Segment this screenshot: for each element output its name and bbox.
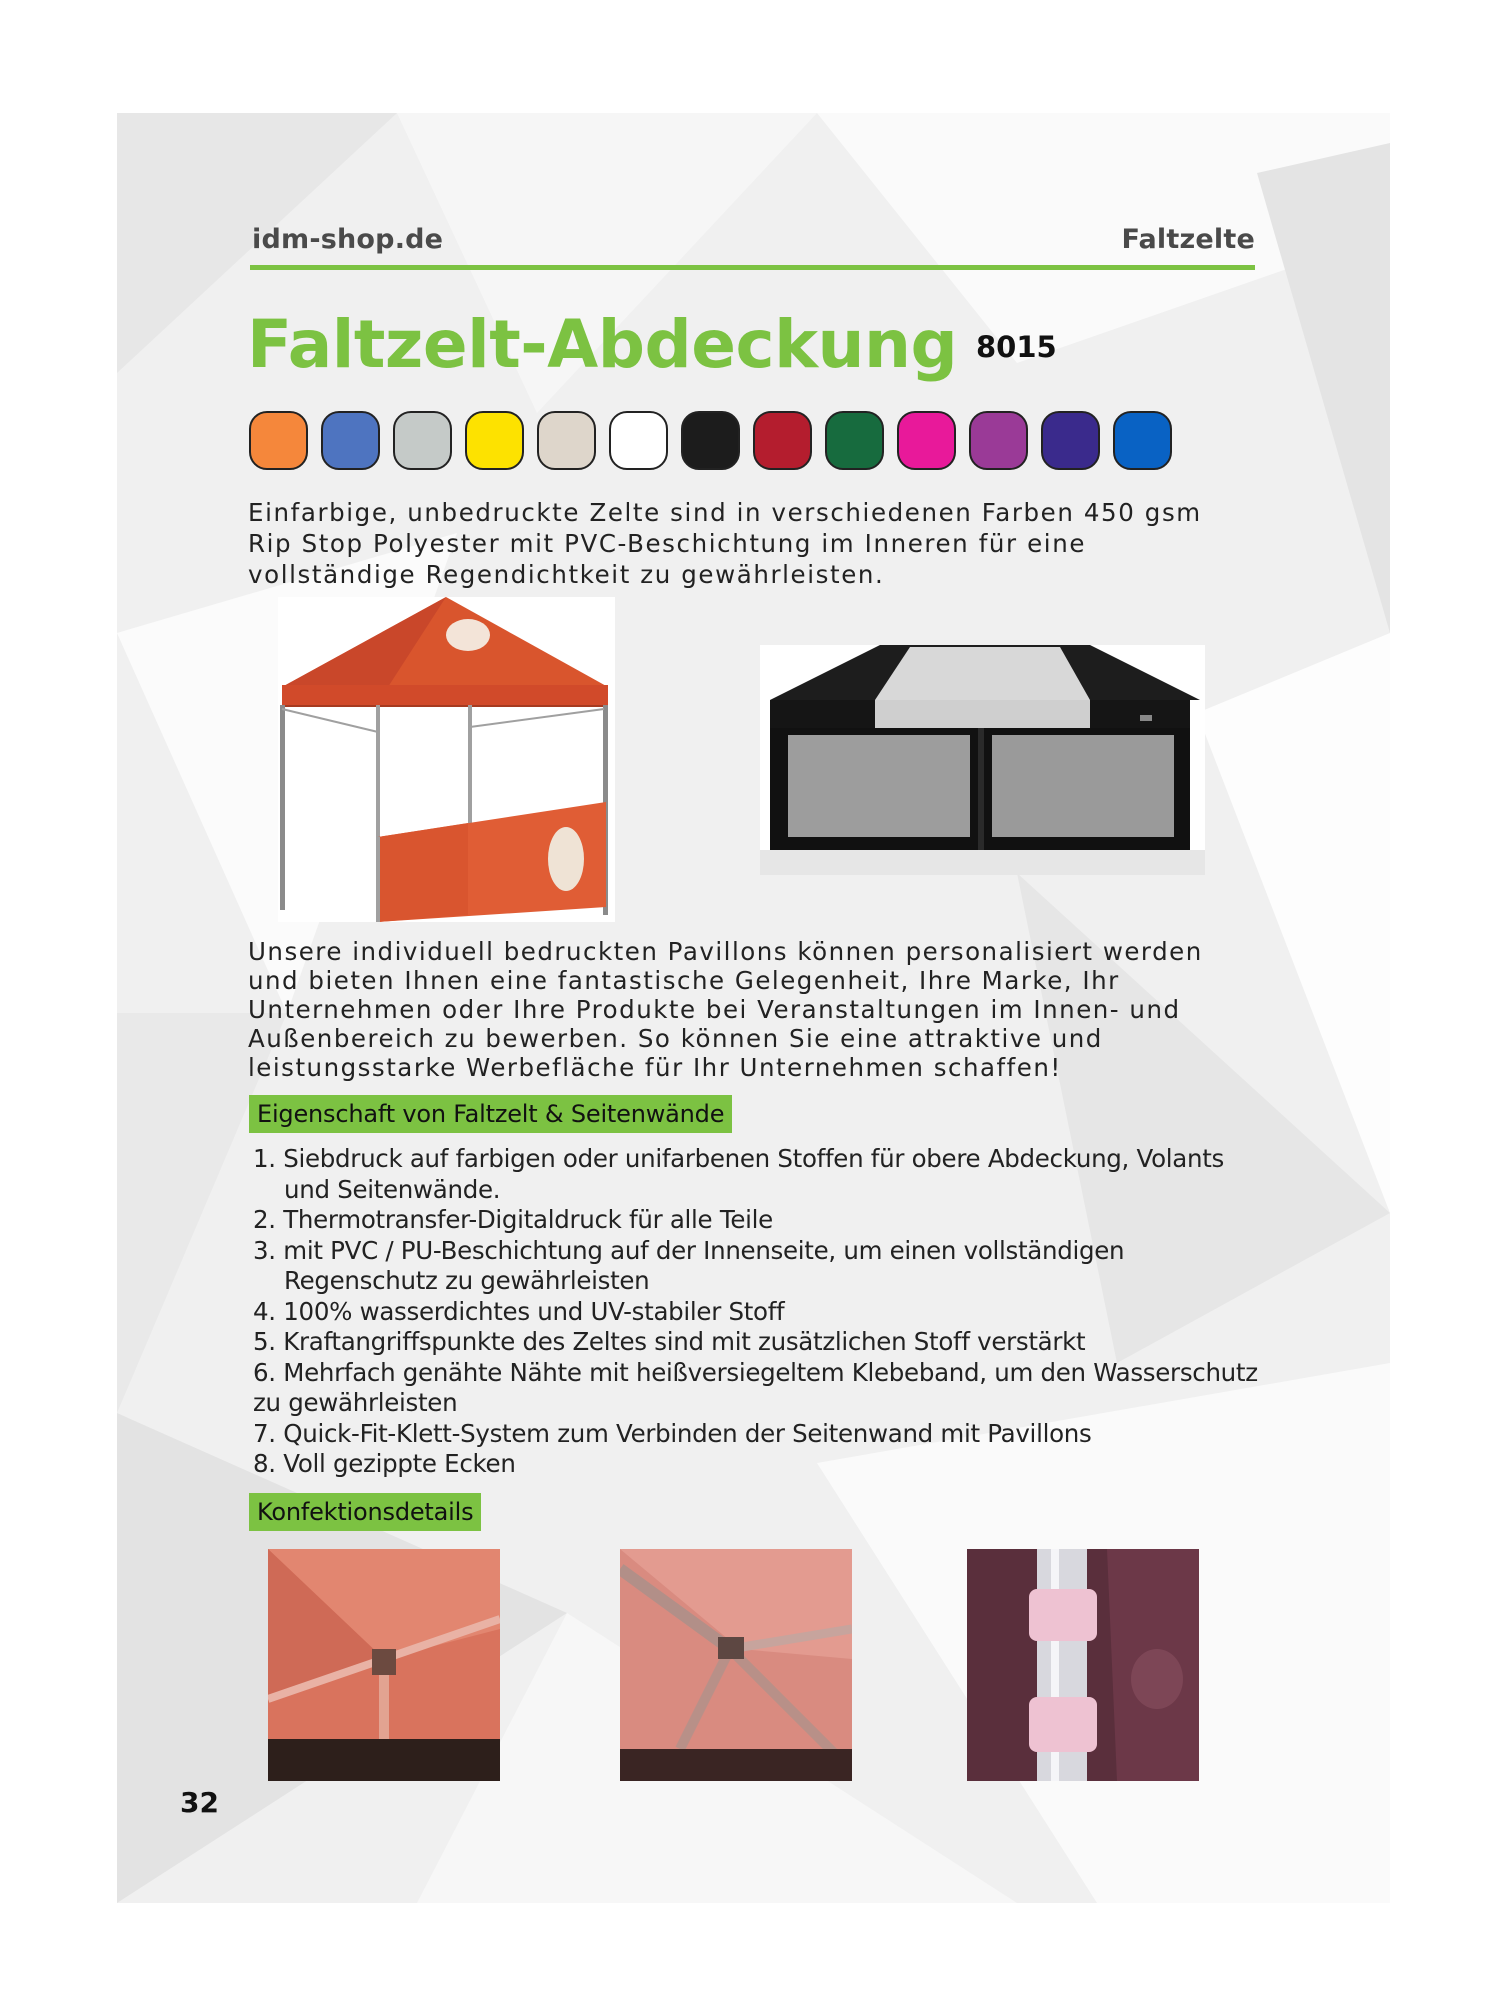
- feature-item: 2. Thermotransfer-Digitaldruck für alle Teile: [253, 1205, 773, 1234]
- orange-tent-image: [278, 597, 615, 922]
- color-swatch: [897, 411, 956, 470]
- color-swatch: [1041, 411, 1100, 470]
- features-list: [253, 1144, 1263, 1480]
- section-name: Faltzelte: [1121, 224, 1255, 255]
- detail-image-joint: [620, 1549, 852, 1781]
- detail-image-corner-frame: [268, 1549, 500, 1781]
- description-paragraph: Unsere individuell bedruckten Pavillons können personalisiert werden und bieten Ihnen eine fantastische Gelegenheit, Ihre Marke, Ihr Unternehmen oder Ihre Produkte bei Veranstaltungen im Innen- und Außenbereich zu bewerben. So können Sie eine attraktive und leistungsstarke Werbefläche für Ihr Unternehmen schaffen!: [248, 937, 1203, 1082]
- intro-paragraph: Einfarbige, unbedruckte Zelte sind in verschiedenen Farben 450 gsm Rip Stop Polyester mit PVC-Beschichtung im Inneren für eine vollständige Regendichtkeit zu gewährleisten.: [248, 498, 1202, 589]
- feature-item: 7. Quick-Fit-Klett-System zum Verbinden der Seitenwand mit Pavillons: [253, 1418, 1092, 1448]
- black-tent-image: [760, 645, 1205, 875]
- color-swatch: [249, 411, 308, 470]
- color-swatch: [609, 411, 668, 470]
- page-title: Faltzelt-Abdeckung: [247, 306, 958, 383]
- color-swatch: [537, 411, 596, 470]
- color-swatch: [681, 411, 740, 470]
- detail-image-velcro: [967, 1549, 1199, 1781]
- page-number: 32: [180, 1786, 219, 1819]
- features-heading: Eigenschaft von Faltzelt & Seitenwände: [249, 1095, 732, 1133]
- color-swatch: [393, 411, 452, 470]
- feature-item: 3. mit PVC / PU-Beschichtung auf der Innenseite, um einen vollständigen Regenschutz zu gewährleisten: [253, 1235, 1125, 1295]
- color-swatch: [321, 411, 380, 470]
- header-divider: [250, 265, 1255, 270]
- feature-item: 8. Voll gezippte Ecken: [253, 1449, 516, 1478]
- site-name: idm-shop.de: [252, 224, 444, 255]
- feature-item: 4. 100% wasserdichtes und UV-stabiler Stoff: [253, 1296, 785, 1326]
- color-swatch: [465, 411, 524, 470]
- color-swatch: [753, 411, 812, 470]
- feature-item: 5. Kraftangriffspunkte des Zeltes sind mit zusätzlichen Stoff verstärkt: [253, 1327, 1086, 1356]
- details-heading: Konfektionsdetails: [249, 1493, 481, 1531]
- color-swatch: [1113, 411, 1172, 470]
- color-swatches: [249, 411, 1172, 470]
- feature-item: 1. Siebdruck auf farbigen oder unifarbenen Stoffen für obere Abdeckung, Volants und Seitenwände.: [253, 1144, 1225, 1204]
- color-swatch: [825, 411, 884, 470]
- product-code: 8015: [976, 330, 1057, 364]
- color-swatch: [969, 411, 1028, 470]
- feature-item: 6. Mehrfach genähte Nähte mit heißversiegeltem Klebeband, um den Wasserschutz zu gewährleisten: [253, 1357, 1258, 1417]
